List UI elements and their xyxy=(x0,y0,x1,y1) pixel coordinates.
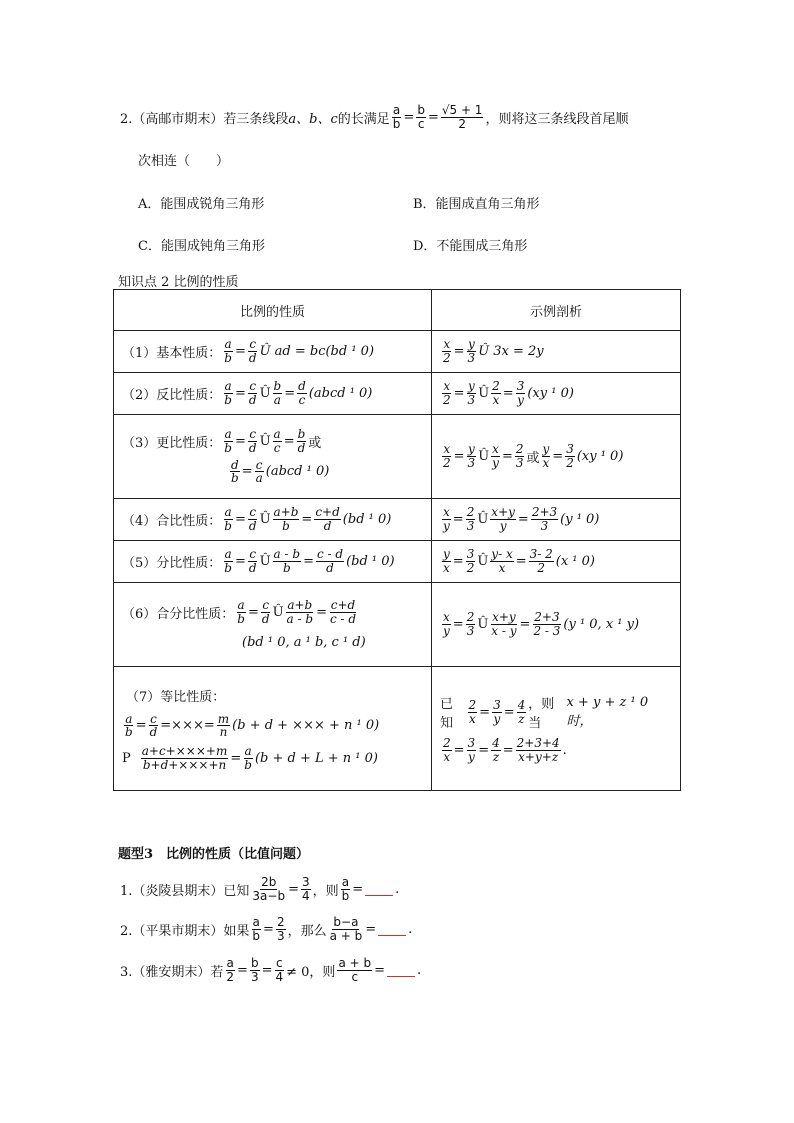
row-formula: Û ad = bc(bd ¹ 0) xyxy=(259,344,375,359)
row-example-condition: (y ¹ 0, x ¹ y) xyxy=(563,617,640,632)
row-label: （3）更比性质： xyxy=(122,435,222,451)
answer-blank[interactable] xyxy=(378,923,406,936)
section-title: 知识点 2 比例的性质 xyxy=(118,275,239,290)
option-c: C．能围成钝角三角形 xyxy=(138,239,265,254)
table-row: （4）合比性质： $\frac{a}{b}$ = $\frac{c}{d}$ Û $\frac{a+b}{b}$ = $\frac{c+d}{d}$ (bd ¹ 0) $\frac{x}{y}$ = $\frac{2}{3}$ Û $\frac{x+y}{y}$ = $\frac{2+3}{3}$ (y ¹ 0) xyxy=(114,499,681,541)
row-condition: (abcd ¹ 0) xyxy=(308,386,373,401)
table-row: （1）基本性质： $\frac{a}{b}$ = $\frac{c}{d}$ Û ad = bc(bd ¹ 0) $\frac{x}{2}$ = $\frac{y}{3}$ Û 3x = 2y xyxy=(114,331,681,373)
row-condition: (b + d + ××× + n ¹ 0) xyxy=(232,718,380,734)
answer-blank[interactable] xyxy=(365,883,393,896)
q2-frac-3: $\frac{√5 + 1}{2}$ xyxy=(441,103,483,131)
q2-vars: a、b、c xyxy=(288,111,338,127)
q2-frac-2: $\frac{b}{c}$ xyxy=(417,103,425,131)
q2-mid: 的长满足 xyxy=(337,111,390,127)
row-condition: (bd ¹ 0) xyxy=(342,512,392,527)
q2-frac-1: $\frac{a}{b}$ xyxy=(392,103,401,131)
option-b: B．能围成直角三角形 xyxy=(413,197,540,212)
problem-3: 3.（雅安期末）若 $\frac{a}{2}$ = $\frac{b}{3}$ = $\frac{c}{4}$ ≠ 0，则 $\frac{a + b}{c}$ = . xyxy=(120,956,422,984)
row-label: （6）合分比性质： xyxy=(122,606,235,622)
row-example-condition: (y ¹ 0) xyxy=(560,512,600,527)
problem-1: 1.（炎陵县期末）已知 $\frac{2b}{3a-b}$ = $\frac{3}{4}$ ，则 $\frac{a}{b}$ = . xyxy=(120,875,400,903)
q2-suffix: ，则将这三条线段首尾顺 xyxy=(485,111,629,127)
problem-2: 2.（平果市期末）如果 $\frac{a}{b}$ = $\frac{2}{3}$ ，那么 $\frac{b-a}{a + b}$ = . xyxy=(120,915,413,943)
proportion-properties-table xyxy=(113,289,681,791)
header-properties: 比例的性质 xyxy=(114,290,432,331)
row-example-condition: (xy ¹ 0) xyxy=(527,386,574,401)
row-condition: (bd ¹ 0) xyxy=(346,554,395,569)
table-row: （7）等比性质： $\frac{a}{b}$ = $\frac{c}{d}$ =×××= $\frac{m}{n}$ (b + d + ××× + n ¹ 0) P $\frac{a+c+\times\times\times+m}{b+d+\times\times\times+n}$ = $\frac{a}{b}$ (b + d + L + n ¹ 0) 已知 $\frac{2}{x}$ = $\frac{3}{y}$ = $\frac{4}{z}$ ，则当 x + y + z ¹ 0时， $\frac{2}{x}$ = $\frac{3}{y}$ = $\frac{4}{z}$ = $\frac{2+3+4}{x+y+z}$ . xyxy=(114,667,681,791)
row-condition: (bd ¹ 0, a ¹ b, c ¹ d) xyxy=(242,635,366,651)
option-d: D．不能围成三角形 xyxy=(413,239,528,254)
question-2-line1: 2.（高邮市期末）若三条线段 a、b、c 的长满足 $\frac{a}{b}$ = $\frac{b}{c}$ = $\frac{√5 + 1}{2}$ ，则将这三条线段首尾顺 xyxy=(120,103,629,131)
table-row: （2）反比性质： $\frac{a}{b}$ = $\frac{c}{d}$ Û $\frac{b}{a}$ = $\frac{d}{c}$ (abcd ¹ 0) $\frac{x}{2}$ = $\frac{y}{3}$ Û $\frac{2}{x}$ = $\frac{3}{y}$ (xy ¹ 0) xyxy=(114,373,681,415)
row-condition: (abcd ¹ 0) xyxy=(265,464,330,480)
option-a: A．能围成锐角三角形 xyxy=(138,197,265,212)
question-2-line2: 次相连（ ） xyxy=(138,154,230,169)
topic-title: 题型3 比例的性质（比值问题） xyxy=(118,847,310,862)
row-example-condition: (x ¹ 0) xyxy=(555,554,595,569)
row-example-condition: (xy ¹ 0) xyxy=(576,449,624,464)
table-row: （5）分比性质： $\frac{a}{b}$ = $\frac{c}{d}$ Û $\frac{a - b}{b}$ = $\frac{c - d}{d}$ (bd ¹ 0) $\frac{y}{x}$ = $\frac{3}{2}$ Û $\frac{y- x}{x}$ = $\frac{3- 2}{2}$ (x ¹ 0) xyxy=(114,541,681,583)
row-label: （4）合比性质： xyxy=(122,514,222,529)
table-row: （3）更比性质： $\frac{a}{b}$ = $\frac{c}{d}$ Û $\frac{a}{c}$ = $\frac{b}{d}$ 或 $\frac{d}{b}$ = $\frac{c}{a}$ (abcd ¹ 0) $\frac{x}{2}$ = $\frac{y}{3}$ Û $\frac{x}{y}$ = $\frac{2}{3}$ 或 $\frac{y}{x}$ = $\frac{3}{2}$ (xy ¹ 0) xyxy=(114,415,681,499)
row-label: （5）分比性质： xyxy=(122,556,222,571)
q2-prefix: 2.（高邮市期末）若三条线段 xyxy=(120,111,289,127)
row-example: Û 3x = 2y xyxy=(478,344,544,359)
row-condition-2: (b + d + L + n ¹ 0) xyxy=(254,750,378,766)
table-row: （6）合分比性质： $\frac{a}{b}$ = $\frac{c}{d}$ Û $\frac{a+b}{a - b}$ = $\frac{c+d}{c - d}$ (bd ¹ 0, a ¹ b, c ¹ d) $\frac{x}{y}$ = $\frac{2}{3}$ Û $\frac{x+y}{x - y}$ = $\frac{2+3}{2 - 3}$ (y ¹ 0, x ¹ y) xyxy=(114,583,681,667)
table-header-row xyxy=(114,290,681,331)
row-label: （1）基本性质： xyxy=(122,346,222,361)
header-examples: 示例剖析 xyxy=(432,290,681,331)
row-label: （2）反比性质： xyxy=(122,388,222,403)
answer-blank[interactable] xyxy=(387,964,415,977)
row-label: （7）等比性质： xyxy=(126,689,226,705)
